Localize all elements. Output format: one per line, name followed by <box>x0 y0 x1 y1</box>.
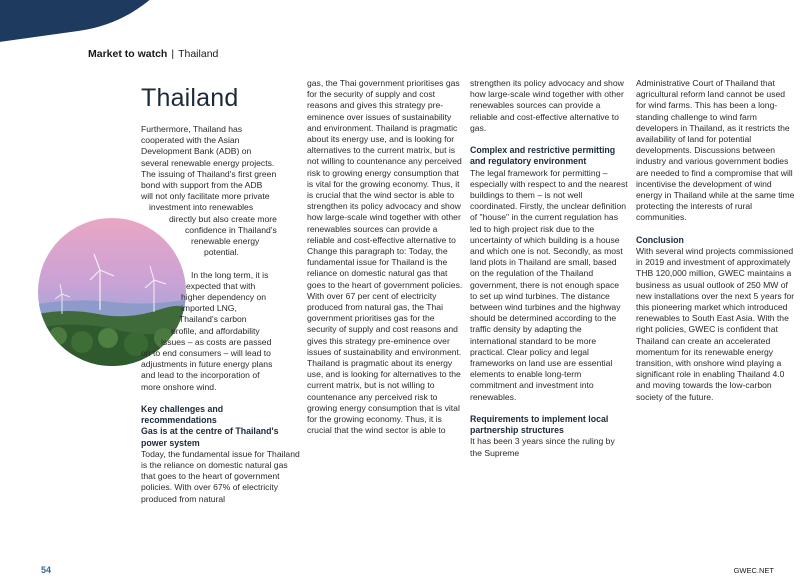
col1-line: Furthermore, Thailand has <box>141 124 243 134</box>
col1-line: Thailand's carbon <box>179 314 247 325</box>
heading-gas-centre: Gas is at the centre of Thailand's power system <box>141 426 279 448</box>
col1-line: directly but also create more <box>169 213 277 224</box>
country-label: Thailand <box>178 48 219 60</box>
col3-body-1: strengthen its policy advocacy and show how large-scale wind together with other renewables sources can provide a reliable and cost-effective alternative to gas. <box>470 78 624 133</box>
heading-permitting: Complex and restrictive permitting and regulatory environment <box>470 145 616 167</box>
heading-conclusion: Conclusion <box>636 234 684 245</box>
col1-line: more onshore wind. <box>141 381 217 392</box>
col1-body-end: Today, the fundamental issue for Thailand is the reliance on domestic natural gas that goes to the heart of government policies. With over 67% of electricity produced from natural <box>141 448 300 504</box>
col1-line: expected that with <box>186 280 256 291</box>
column-3 <box>470 78 628 459</box>
site-url: GWEC.NET <box>733 566 774 575</box>
col1-line <box>141 258 301 269</box>
heading-key-challenges: Key challenges and recommendations <box>141 404 224 426</box>
col1-line: profile, and affordability <box>171 325 260 336</box>
column-2 <box>307 78 465 437</box>
column-4 <box>636 78 796 403</box>
col1-line: potential. <box>204 247 239 258</box>
page-number: 54 <box>41 565 52 575</box>
header-separator: | <box>171 48 175 60</box>
col1-line: will not only facilitate more private <box>141 191 270 202</box>
col1-line: on to end consumers – will lead to <box>141 348 271 359</box>
col1-line: several renewable energy projects. <box>141 157 275 168</box>
section-label: Market to watch <box>88 48 168 60</box>
col1-line: The issuing of Thailand's first green <box>141 168 277 179</box>
col2-body: gas, the Thai government prioritises gas for the security of supply and cost reasons and gives this strategy pre-eminence over issues of sustainability and environment. Thailand is pragmatic about its energy use, and is looking for alternatives to the current matrix, but is not willing to countenance any perceived risk to growing energy consumption that is vital for the growing economy. Thus, it is crucial that the wind sector is able to strengthen its policy advocacy and show how large-scale wind together with other renewables sources can provide a reliable and cost-effective alternative to Change this paragraph to: Today, the fundamental issue for Thailand is the reliance on domestic natural gas that goes to the heart of government policies. With over 67 per cent of electricity produced from natural gas, the Thai government prioritises gas for the security of supply and cost reasons and gives this strategy pre-eminence over issues of sustainability and environment. Thailand is pragmatic about its energy use, and is looking for alternatives to the current matrix, but is not willing to countenance any perceived risk to growing energy consumption that is vital for the growing economy. Thus, it is crucial that the wind sector is able to <box>307 78 463 436</box>
col1-line: In the long term, it is <box>191 269 269 280</box>
col1-line: higher dependency on <box>181 292 267 303</box>
col1-line: bond with support from the ADB <box>141 180 263 191</box>
section-header <box>88 48 218 60</box>
col1-line: and lead to the incorporation of <box>141 370 260 381</box>
heading-partnership: Requirements to implement local partnership structures <box>470 414 609 436</box>
col4-body-2: With several wind projects commissioned in 2019 and investment of approximately THB 120,000 million, GWEC maintains a business as usual outlook of 250 MW of new installations over the next 5 years for this pioneering market which introduced renewables to South East Asia. With the right policies, GWEC is confident that Thailand can create an accelerated momentum for its renewable energy transition, with onshore wind playing a significant role in enabling Thailand 4.0 and moving towards the low-carbon society of the future. <box>636 246 795 402</box>
col1-line: renewable energy <box>191 236 260 247</box>
col1-line: adjustments in future energy plans <box>141 359 273 370</box>
col3-body-3: It has been 3 years since the ruling by the Supreme <box>470 436 615 458</box>
col1-line: investment into renewables <box>149 202 254 213</box>
col1-line: Development Bank (ADB) on <box>141 146 252 157</box>
col1-line: cooperated with the Asian <box>141 135 240 146</box>
column-1 <box>141 124 301 505</box>
col4-body-1: Administrative Court of Thailand that agricultural reform land cannot be used for wind farms. This has been a long-standing challenge to wind farm developers in Thailand, as it restricts the availability of land for potential developments. Discussions between industry and various government bodies are needed to find a compromise that will incentivise the development of wind energy in Thailand while at the same time protecting the interests of rural communities. <box>636 78 795 223</box>
col1-line: confidence in Thailand's <box>185 224 277 235</box>
col3-body-2: The legal framework for permitting – especially with respect to and the nearest buildings to them – is not well coordinated. Firstly, the unclear definition of "house" in the current regulation has led to high project risk due to the uncertainty of which building is a house and which one is not. Secondly, as most land plots in Thailand are small, based on the regulation of the Thailand government, there is not enough space to set up wind turbines. The distance between wind turbines and the highway should be determined according to the traffic density by adapting the international standard to be more practical. Clear policy and legal frameworks on land use are essential elements to enable long-term commitment and investment into renewables. <box>470 167 628 402</box>
col1-line: imported LNG, <box>181 303 237 314</box>
col1-line: issues – as costs are passed <box>161 336 272 347</box>
corner-decoration <box>0 0 218 47</box>
page-title: Thailand <box>141 84 239 112</box>
intro-lines <box>141 124 301 393</box>
